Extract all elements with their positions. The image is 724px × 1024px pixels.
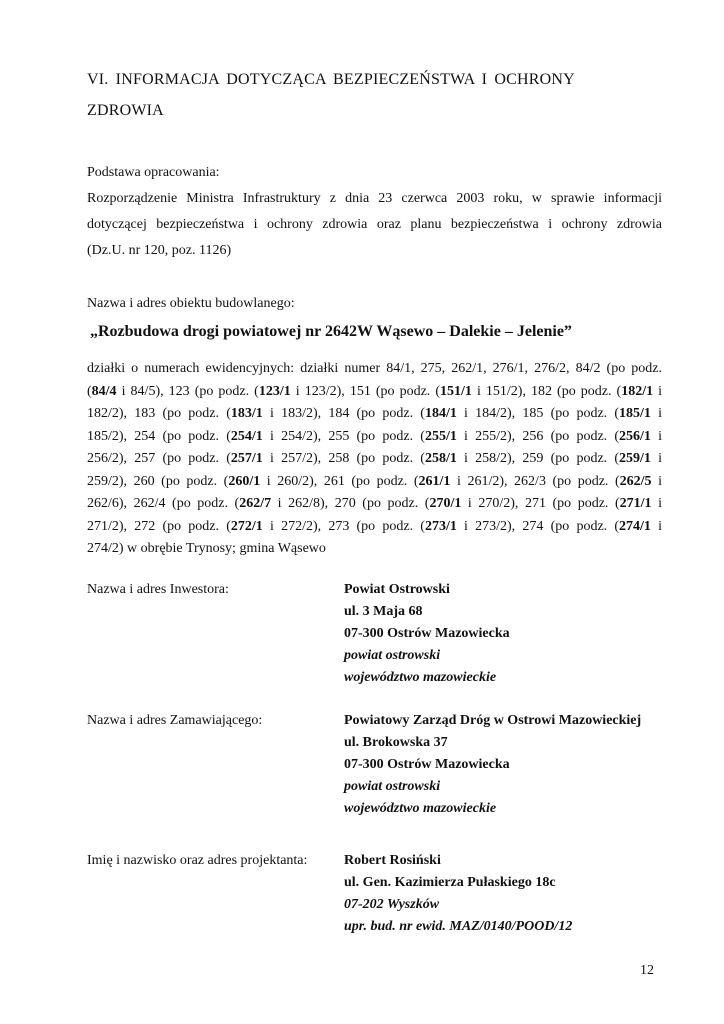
ordering-address (344, 710, 684, 820)
basis-line: Rozporządzenie Ministra Infrastruktury z dnia 23 czerwca 2003 roku, w sprawie informacji (87, 191, 662, 206)
designer-city: 07-202 Wyszków (344, 897, 440, 912)
plot-number: 270/1 (429, 496, 462, 511)
plot-number: 182/1 (621, 383, 654, 399)
plot-number: 272/1 (230, 518, 263, 534)
investor-name: Powiat Ostrowski (344, 582, 450, 597)
plots-text: 271/2), 272 (po podz. ( (87, 518, 231, 534)
plot-number: 184/1 (424, 406, 457, 421)
plot-number: 273/1 (424, 518, 457, 534)
plots-text: i 258/2), 259 (po podz. ( (456, 451, 620, 466)
plots-text: i 270/2), 271 (po podz. ( (461, 496, 620, 511)
ordering-city: 07-300 Ostrów Mazowiecka (344, 757, 510, 772)
plots-text: 185/2), 254 (po podz. ( (87, 428, 231, 444)
section-heading (87, 64, 647, 126)
basis-label: Podstawa opracowania: (87, 165, 220, 180)
object-title: „Rozbudowa drogi powiatowej nr 2642W Wąsewo – Dalekie – Jelenie” (90, 323, 572, 340)
investor-label: Nazwa i adres Inwestora: (87, 582, 229, 597)
plot-number: 261/1 (418, 473, 451, 489)
plots-line (87, 538, 662, 561)
plots-line (87, 381, 662, 404)
plots-line (87, 403, 662, 426)
page-number: 12 (640, 963, 654, 978)
plots-text: i 151/2), 182 (po podz. ( (471, 383, 622, 399)
plots-text: 256/2), 257 (po podz. ( (87, 451, 231, 466)
plots-text: i 123/2), 151 (po podz. ( (290, 383, 441, 399)
ordering-name: Powiatowy Zarząd Dróg w Ostrowi Mazowieckiej (344, 713, 642, 728)
plots-text: i 257/2), 258 (po podz. ( (262, 451, 425, 466)
plots-line (87, 426, 662, 449)
plots-text: i 255/2), 256 (po podz. ( (456, 428, 620, 444)
plots-line (87, 471, 662, 494)
designer-license: upr. bud. nr ewid. MAZ/0140/POOD/12 (344, 919, 573, 934)
plots-text: i 261/2), 262/3 (po podz. ( (450, 473, 620, 489)
plots-line (87, 493, 662, 516)
plots-text: i (650, 451, 662, 466)
plot-number: 185/1 (619, 406, 651, 421)
plots-text: i (650, 428, 662, 444)
plot-number: 260/1 (228, 473, 261, 489)
plots-text: i (651, 473, 662, 489)
designer-name: Robert Rosiński (344, 853, 441, 868)
section-heading-line-2: ZDROWIA (87, 102, 164, 119)
investor-voivodeship: województwo mazowieckie (344, 670, 497, 685)
plots-text: 259/2), 260 (po podz. ( (87, 473, 229, 489)
basis-text (87, 186, 662, 264)
plot-number: 84/4 (91, 383, 117, 399)
plots-line (87, 516, 662, 539)
plot-number: 274/1 (619, 518, 651, 534)
plot-number: 255/1 (424, 428, 457, 444)
plots-text: i 84/5), 123 (po podz. ( (116, 383, 259, 399)
basis-line: dotyczącej bezpieczeństwa i ochrony zdrowia oraz planu bezpieczeństwa i ochrony zdrowia (87, 217, 662, 232)
plots-text: i 254/2), 255 (po podz. ( (262, 428, 425, 444)
plots-text: i (651, 496, 662, 511)
plots-text: 274/2) w obrębie Trynosy; gmina Wąsewo (87, 541, 326, 556)
ordering-voivodeship: województwo mazowieckie (344, 801, 497, 816)
basis-line: (Dz.U. nr 120, poz. 1126) (87, 243, 232, 258)
plots-text: i 184/2), 185 (po podz. ( (456, 406, 620, 421)
plot-number: 123/1 (258, 383, 291, 399)
plots-text: i (653, 383, 663, 399)
plot-number: 254/1 (230, 428, 263, 444)
plots-text: 262/6), 262/4 (po podz. ( (87, 496, 240, 511)
object-label: Nazwa i adres obiektu budowlanego: (87, 296, 295, 311)
plot-number: 183/1 (230, 406, 263, 421)
plot-number: 271/1 (619, 496, 652, 511)
plots-text: i (650, 406, 662, 421)
ordering-county: powiat ostrowski (344, 779, 441, 794)
plot-number: 256/1 (619, 428, 651, 444)
plot-number: 262/7 (239, 496, 272, 511)
plots-paragraph (87, 358, 662, 561)
plot-number: 151/1 (440, 383, 472, 399)
plots-text: i 260/2), 261 (po podz. ( (260, 473, 419, 489)
ordering-street: ul. Brokowska 37 (344, 735, 448, 750)
plots-text: i 183/2), 184 (po podz. ( (262, 406, 425, 421)
investor-address (344, 579, 684, 689)
designer-label: Imię i nazwisko oraz adres projektanta: (87, 853, 308, 868)
plots-line (87, 358, 662, 381)
plot-number: 259/1 (619, 451, 651, 466)
plots-text: i 272/2), 273 (po podz. ( (262, 518, 425, 534)
plots-text: i (650, 518, 662, 534)
plot-number: 257/1 (230, 451, 263, 466)
plots-text: 182/2), 183 (po podz. ( (87, 406, 231, 421)
plots-text: ( (87, 383, 92, 399)
section-heading-line-1: VI. INFORMACJA DOTYCZĄCA BEZPIECZEŃSTWA I OCHRONY (87, 71, 575, 88)
investor-city: 07-300 Ostrów Mazowiecka (344, 626, 510, 641)
designer-street: ul. Gen. Kazimierza Pułaskiego 18c (344, 875, 556, 890)
designer-address (344, 850, 684, 938)
plots-text: działki o numerach ewidencyjnych: działki numer 84/1, 275, 262/1, 276/1, 276/2, 84/2 (po podz. (87, 361, 662, 376)
plots-text: i 262/8), 270 (po podz. ( (271, 496, 430, 511)
plot-number: 258/1 (424, 451, 457, 466)
investor-county: powiat ostrowski (344, 648, 441, 663)
plots-text: i 273/2), 274 (po podz. ( (456, 518, 620, 534)
plot-number: 262/5 (619, 473, 652, 489)
ordering-label: Nazwa i adres Zamawiającego: (87, 713, 263, 728)
investor-street: ul. 3 Maja 68 (344, 604, 423, 619)
plots-line (87, 448, 662, 471)
